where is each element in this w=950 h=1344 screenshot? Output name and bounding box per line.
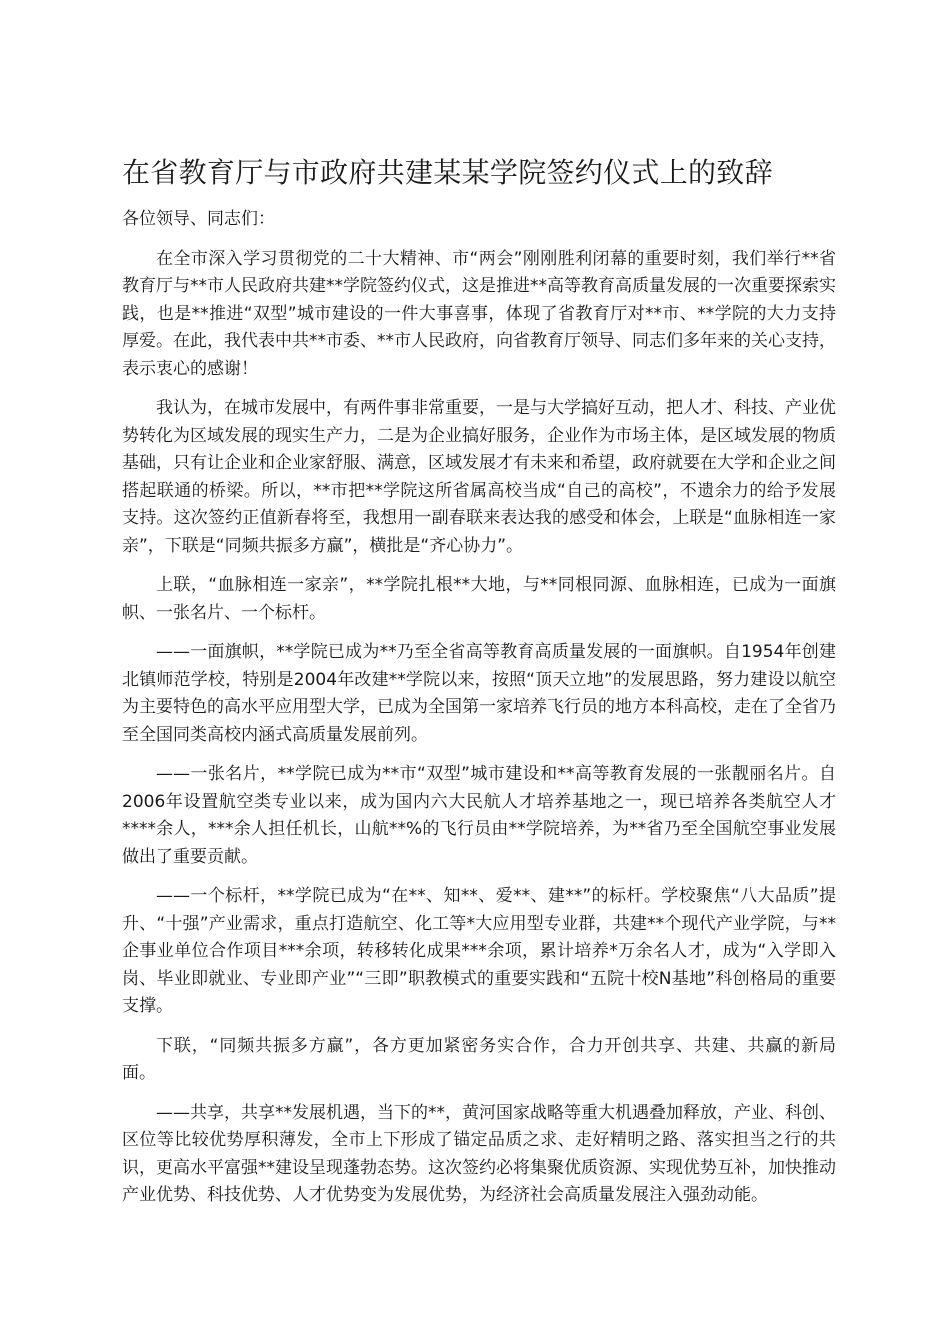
document-title: 在省教育厅与市政府共建某某学院签约仪式上的致辞 (122, 156, 773, 189)
paragraph-2: 我认为，在城市发展中，有两件事非常重要，一是与大学搞好互动，把人才、科技、产业优势转化为区域发展的现实生产力，二是为企业搞好服务，企业作为市场主体，是区域发展的物质基础，只有让企业和企业家舒服、满意，区域发展才有未来和希望，政府就要在大学和企业之间搭起联通的桥梁。所以，**市把**学院这所省属高校当成“自己的高校”，不遗余力的给予发展支持。这次签约正值新春将至，我想用一副春联来表达我的感受和体会，上联是“血脉相连一家亲”，下联是“同频共振多方赢”，横批是“齐心协力”。 (122, 398, 836, 556)
paragraph-8: ——共享，共享**发展机遇，当下的**，黄河国家战略等重大机遇叠加释放，产业、科创、区位等比较优势厚积薄发，全市上下形成了锚定品质之求、走好精明之路、落实担当之行的共识，更高水平富强**建设呈现蓬勃态势。这次签约必将集聚优质资源、实现优势互补，加快推动产业优势、科技优势、人才优势变为发展优势，为经济社会高质量发展注入强劲动能。 (122, 1102, 836, 1205)
paragraph-3: 上联，“血脉相连一家亲”，**学院扎根**大地，与**同根同源、血脉相连，已成为一面旗帜、一张名片、一个标杆。 (122, 575, 836, 623)
paragraph-1: 在全市深入学习贯彻党的二十大精神、市“两会”刚刚胜利闭幕的重要时刻，我们举行**省教育厅与**市人民政府共建**学院签约仪式，这是推进**高等教育高质量发展的一次重要探索实践，也是**推进“双型”城市建设的一件大事喜事，体现了省教育厅对**市、**学院的大力支持厚爱。在此，我代表中共**市委、**市人民政府，向省教育厅领导、同志们多年来的关心支持，表示衷心的感谢！ (122, 248, 836, 379)
paragraph-4: ——一面旗帜，**学院已成为**乃至全省高等教育高质量发展的一面旗帜。自1954年创建北镇师范学校，特别是2004年改建**学院以来，按照“顶天立地”的发展思路，努力建设以航空为主要特色的高水平应用型大学，已成为全国第一家培养飞行员的地方本科高校，走在了全省乃至全国同类高校内涵式高质量发展前列。 (122, 642, 836, 745)
paragraph-7: 下联，“同频共振多方赢”，各方更加紧密务实合作，合力开创共享、共建、共赢的新局面。 (122, 1035, 836, 1083)
paragraph-5: ——一张名片，**学院已成为**市“双型”城市建设和**高等教育发展的一张靓丽名片。自2006年设置航空类专业以来，成为国内六大民航人才培养基地之一，现已培养各类航空人才****余人，***余人担任机长，山航**%的飞行员由**学院培养，为**省乃至全国航空事业发展做出了重要贡献。 (122, 764, 836, 867)
salutation: 各位领导、同志们： (122, 209, 275, 229)
paragraph-6: ——一个标杆，**学院已成为“在**、知**、爱**、建**”的标杆。学校聚焦“八大品质”提升、“十强”产业需求，重点打造航空、化工等*大应用型专业群，共建**个现代产业学院，与**企事业单位合作项目***余项，转移转化成果***余项，累计培养*万余名人才，成为“入学即入岗、毕业即就业、专业即产业”“三即”职教模式的重要实践和“五院十校N基地”科创格局的重要支撑。 (122, 886, 836, 1016)
document-body (122, 206, 836, 1222)
